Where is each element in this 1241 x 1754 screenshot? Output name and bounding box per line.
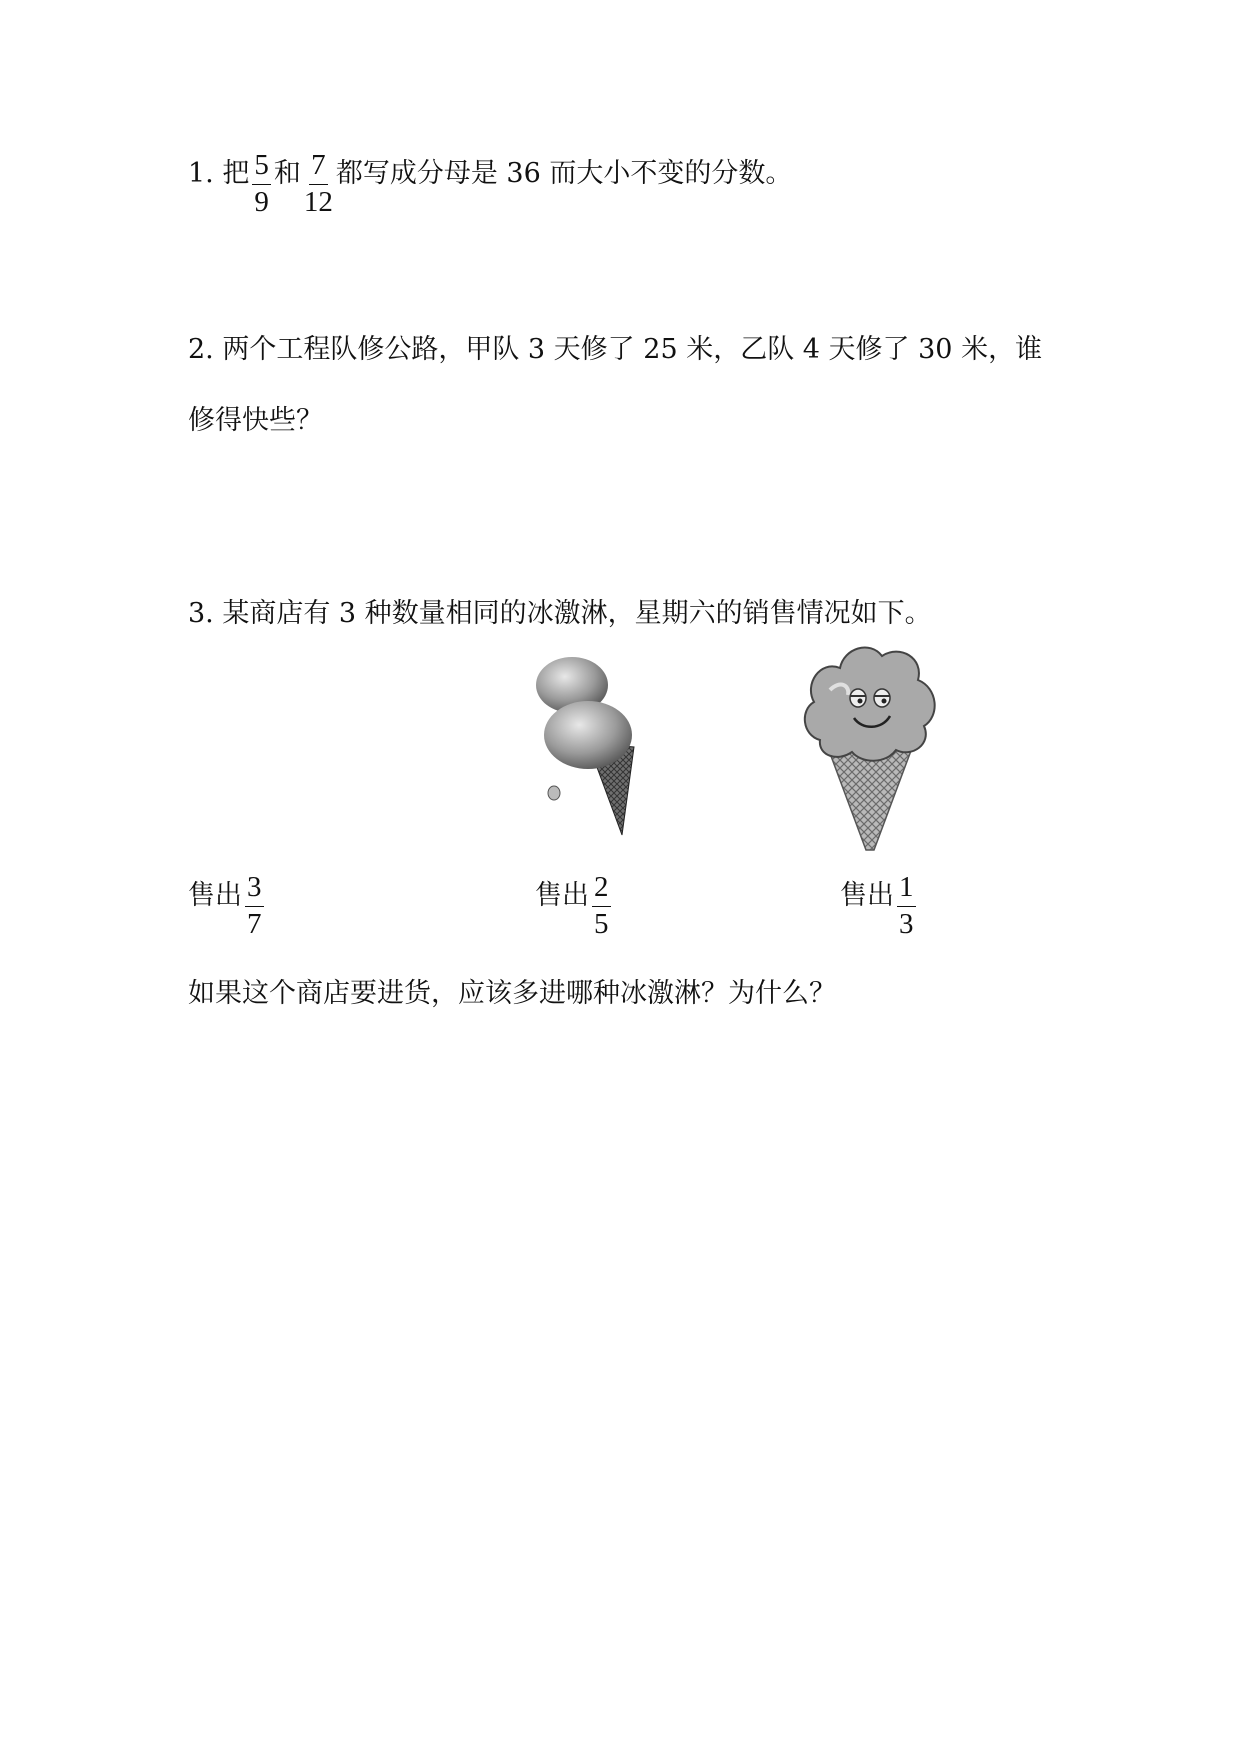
fraction-2-5: $\frac{2}{5}$ bbox=[594, 871, 609, 941]
fraction-5-9: $\frac{5}{9}$ bbox=[254, 149, 269, 219]
question-2-line-1: 2. 两个工程队修公路，甲队 3 天修了 25 米，乙队 4 天修了 30 米，谁 bbox=[188, 334, 1043, 365]
sold-item-3: 售出 $\frac{1}{3}$ bbox=[840, 871, 914, 941]
question-2-line-2: 修得快些？ bbox=[188, 405, 323, 436]
question-3-prompt: 如果这个商店要进货，应该多进哪种冰激淋？为什么？ bbox=[188, 978, 836, 1009]
q1-suffix: 都写成分母是 36 而大小不变的分数。 bbox=[335, 158, 793, 190]
fraction-1-3: $\frac{1}{3}$ bbox=[899, 871, 914, 941]
fraction-3-7: $\frac{3}{7}$ bbox=[247, 871, 262, 941]
smiling-ice-cream-icon bbox=[800, 640, 940, 855]
q1-mid: 和 bbox=[273, 158, 301, 190]
fraction-7-12: $\frac{7}{12}$ bbox=[303, 149, 333, 219]
sold-item-1: 售出 $\frac{3}{7}$ bbox=[188, 871, 262, 941]
question-3-intro: 3. 某商店有 3 种数量相同的冰激淋，星期六的销售情况如下。 bbox=[188, 598, 932, 629]
sold-item-2: 售出 $\frac{2}{5}$ bbox=[535, 871, 609, 941]
question-1 bbox=[188, 150, 792, 218]
q1-prefix: 1. 把 bbox=[188, 158, 250, 190]
double-scoop-ice-cream-icon bbox=[530, 655, 640, 840]
